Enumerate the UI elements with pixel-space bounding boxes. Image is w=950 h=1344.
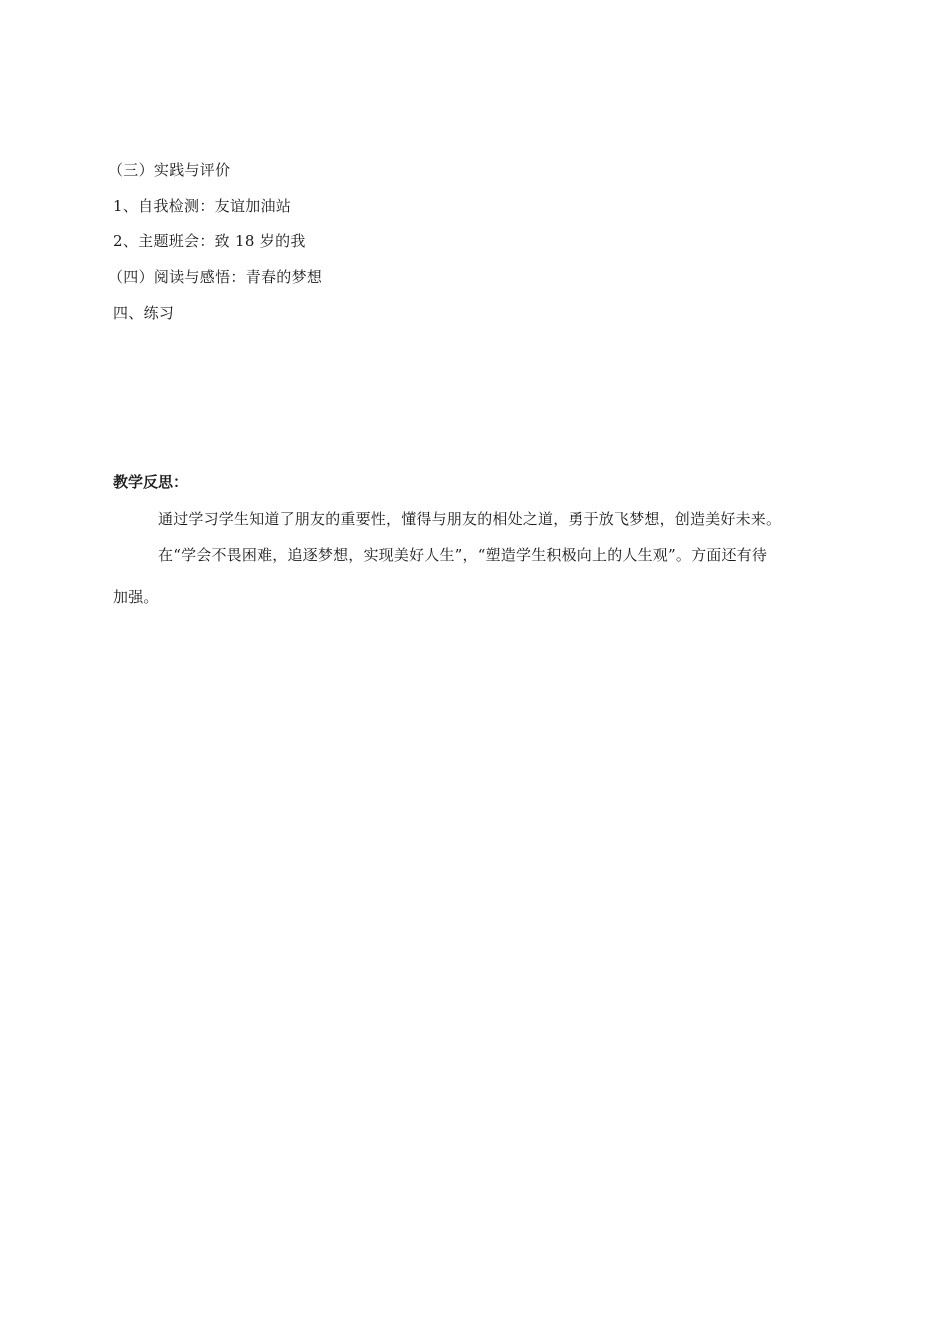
outline-item-class-meeting: 2、主题班会：致 18 岁的我 bbox=[113, 232, 306, 250]
outline-item-reading: （四）阅读与感悟：青春的梦想 bbox=[108, 268, 323, 286]
reflection-paragraph-2-line-2: 加强。 bbox=[113, 588, 159, 606]
reflection-paragraph-1: 通过学习学生知道了朋友的重要性，懂得与朋友的相处之道，勇于放飞梦想，创造美好未来。 bbox=[158, 510, 782, 528]
outline-item-exercise: 四、练习 bbox=[113, 304, 175, 322]
outline-item-self-check: 1、自我检测：友谊加油站 bbox=[113, 197, 292, 215]
reflection-heading: 教学反思： bbox=[113, 473, 189, 491]
reflection-paragraph-2-line-1: 在“学会不畏困难，追逐梦想，实现美好人生”，“塑造学生积极向上的人生观”。方面还有待 bbox=[158, 546, 768, 564]
outline-item-practice: （三）实践与评价 bbox=[108, 161, 231, 179]
